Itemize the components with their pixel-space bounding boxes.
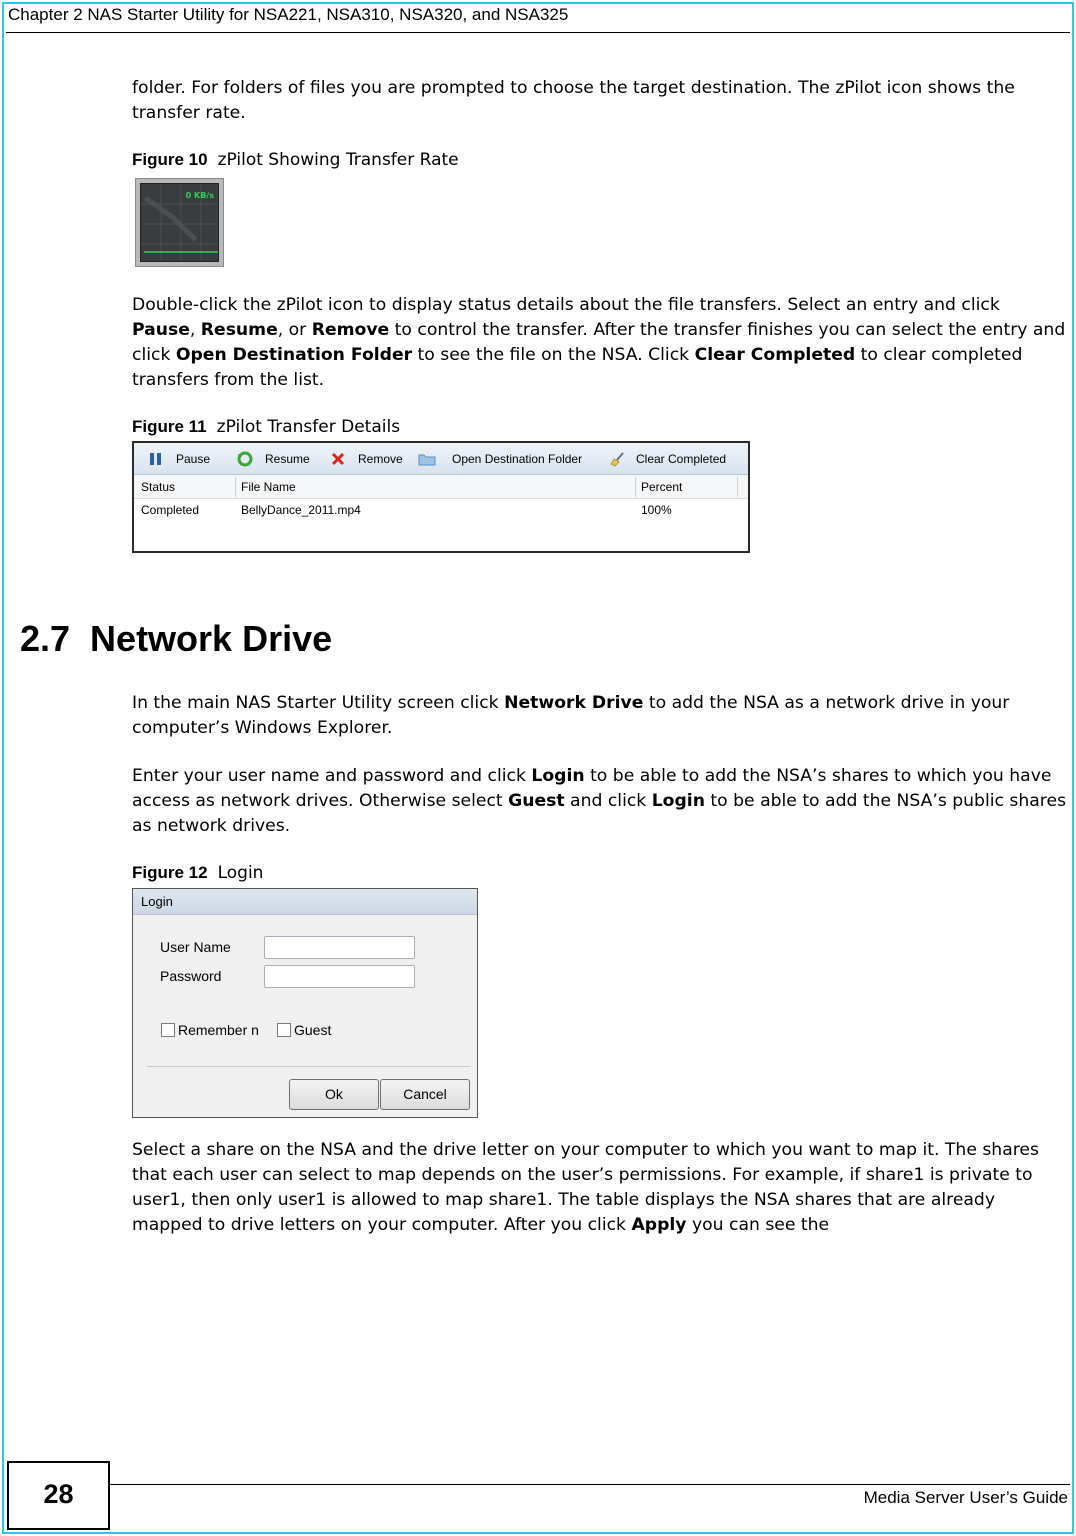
- paragraph-login: [132, 764, 1067, 839]
- cancel-button[interactable]: Cancel: [380, 1079, 470, 1110]
- open-folder-label: Open Destination Folder: [452, 452, 583, 466]
- footer-divider: [110, 1484, 1070, 1485]
- paragraph-network-drive: [132, 691, 1067, 741]
- text-run: ,: [189, 320, 201, 340]
- figure-11-title: zPilot Transfer Details: [216, 417, 401, 437]
- password-input[interactable]: [264, 965, 415, 988]
- bold-login: Login: [651, 791, 705, 811]
- checkbox-box: [277, 1023, 291, 1037]
- text-run: and click: [564, 791, 652, 811]
- folder-icon: [418, 451, 434, 467]
- text-run: you can see the: [686, 1215, 830, 1235]
- guide-title: Media Server User’s Guide: [863, 1488, 1068, 1507]
- text-run: to see the file on the NSA. Click: [412, 345, 695, 365]
- bold-clear-completed: Clear Completed: [694, 345, 856, 365]
- paragraph-intro: folder. For folders of files you are prompted to choose the target destination. The zPilot icon shows the transfer rate.: [132, 78, 1015, 123]
- transfer-table-header: [134, 475, 748, 499]
- bold-open-destination: Open Destination Folder: [175, 345, 413, 365]
- figure-10-number: Figure 10: [132, 150, 208, 169]
- bold-apply: Apply: [631, 1215, 687, 1235]
- remember-label: Remember n: [178, 1022, 259, 1038]
- remove-label: Remove: [358, 452, 403, 466]
- pause-button[interactable]: [148, 451, 210, 467]
- column-header-file-name[interactable]: File Name: [241, 480, 296, 494]
- page-number: 28: [7, 1461, 110, 1530]
- figure-10-title: zPilot Showing Transfer Rate: [217, 150, 459, 170]
- bold-pause: Pause: [132, 320, 190, 340]
- user-name-input[interactable]: [264, 936, 415, 959]
- section-number: 2.7: [20, 618, 71, 659]
- remember-checkbox[interactable]: [161, 1022, 259, 1038]
- guest-checkbox[interactable]: [277, 1022, 331, 1038]
- paragraph-transfer-details: [132, 293, 1067, 393]
- transfer-details-window: [132, 441, 750, 553]
- bold-network-drive: Network Drive: [504, 693, 644, 713]
- broom-icon: [610, 451, 626, 467]
- column-separator: [635, 477, 636, 497]
- guest-label: Guest: [294, 1022, 332, 1038]
- zpilot-graph: [140, 183, 219, 262]
- resume-button[interactable]: [237, 451, 310, 467]
- bold-remove: Remove: [311, 320, 390, 340]
- pause-icon: [148, 451, 164, 467]
- paragraph-map-share: [132, 1138, 1067, 1238]
- header-divider: [6, 32, 1070, 33]
- text-run: Double-click the zPilot icon to display status details about the file transfers. Select an entry and click: [132, 295, 1000, 315]
- text-run: Select a share on the NSA and the drive letter on your computer to which you want to map it. The shares that each user can select to map depends on the user’s permissions. For example, if share1 is private to user1, then only user1 is allowed to map share1. The table displays the NSA shares that are already mapped to drive letters on your computer. After you click: [132, 1140, 1039, 1235]
- user-name-label: User Name: [160, 939, 231, 955]
- figure-12-number: Figure 12: [132, 863, 208, 882]
- bold-login: Login: [531, 766, 585, 786]
- text-run: Enter your user name and password and click: [132, 766, 532, 786]
- resume-label: Resume: [265, 452, 310, 466]
- transfer-toolbar: [134, 443, 748, 475]
- figure-12-title: Login: [217, 863, 264, 883]
- clear-completed-label: Clear Completed: [636, 452, 727, 466]
- figure-11-number: Figure 11: [132, 417, 207, 436]
- bold-resume: Resume: [200, 320, 278, 340]
- text-run: to clear completed transfers from the list.: [132, 345, 1023, 390]
- figure-10-caption: [132, 150, 459, 170]
- checkbox-box: [161, 1023, 175, 1037]
- resume-icon: [237, 451, 253, 467]
- clear-completed-button[interactable]: [610, 451, 726, 467]
- text-run: to be able to add the NSA’s shares to which you have access as network drives. Otherwise select: [132, 766, 1052, 811]
- remove-icon: [330, 451, 346, 467]
- transfer-rate-readout: 0 KB/s: [185, 191, 214, 200]
- password-label: Password: [160, 968, 222, 984]
- text-run: to add the NSA as a network drive in your computer’s Windows Explorer.: [132, 693, 1010, 738]
- table-row[interactable]: [134, 499, 748, 521]
- column-separator: [235, 477, 236, 497]
- chapter-title: Chapter 2 NAS Starter Utility for NSA221, NSA310, NSA320, and NSA325: [8, 5, 569, 24]
- cell-percent: 100%: [641, 503, 672, 517]
- login-window: [132, 888, 478, 1118]
- pause-label: Pause: [176, 452, 211, 466]
- text-run: In the main NAS Starter Utility screen click: [132, 693, 505, 713]
- cell-status: Completed: [141, 503, 200, 517]
- text-run: , or: [277, 320, 312, 340]
- figure-12-caption: [132, 863, 263, 883]
- section-heading: [20, 618, 332, 660]
- text-run: to control the transfer. After the transfer finishes you can select the entry and click: [132, 320, 1066, 365]
- zpilot-icon[interactable]: [135, 178, 224, 267]
- ok-button[interactable]: Ok: [289, 1079, 379, 1110]
- open-destination-folder-button[interactable]: [418, 451, 582, 467]
- section-title: Network Drive: [90, 618, 333, 659]
- text-run: to be able to add the NSA’s public shares as network drives.: [132, 791, 1067, 836]
- login-divider: [147, 1066, 471, 1067]
- column-header-percent[interactable]: Percent: [641, 480, 683, 494]
- remove-button[interactable]: [330, 451, 403, 467]
- column-separator: [737, 477, 738, 497]
- figure-11-caption: [132, 417, 400, 437]
- bold-guest: Guest: [508, 791, 565, 811]
- login-window-title: Login: [133, 889, 477, 915]
- cell-file-name: BellyDance_2011.mp4: [241, 503, 361, 517]
- column-header-status[interactable]: Status: [141, 480, 176, 494]
